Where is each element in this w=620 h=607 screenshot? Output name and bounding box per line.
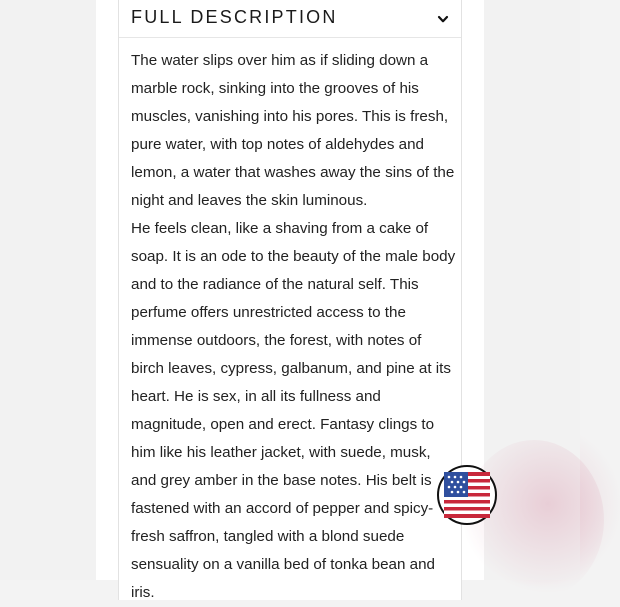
description-paragraph-1: The water slips over him as if sliding down a marble rock, sinking into the grooves of his muscles, vanishing into his pores. This is fresh, pure water, with top notes of aldehydes and lemon, a water that washes away the sins of the night and leaves the skin luminous.: [131, 52, 455, 209]
background-blur-right: [464, 440, 604, 600]
accordion-header[interactable]: [119, 0, 461, 38]
country-selector-button[interactable]: [437, 465, 497, 525]
us-flag-icon: [444, 472, 490, 518]
description-paragraph-2: He feels clean, like a shaving from a cake of soap. It is an ode to the beauty of the male body and to the radiance of the natural self. This perfume offers unrestricted access to the immense outdoors, the forest, with notes of birch leaves, cypress, galbanum, and pine at its heart. He is sex, in all its fullness and magnitude, open and erect. Fantasy clings to him like his leather jacket, with suede, musk, and grey amber in the base notes. His belt is fastened with an accord of pepper and spicy-fresh saffron, tangled with a blond suede sensuality on a vanilla bed of tonka bean and iris.: [131, 220, 456, 601]
description-text: [131, 47, 456, 607]
accordion-title: FULL DESCRIPTION: [131, 7, 338, 27]
right-margin: [484, 0, 580, 580]
full-description-accordion: [118, 0, 462, 600]
chevron-down-icon[interactable]: [437, 12, 449, 24]
